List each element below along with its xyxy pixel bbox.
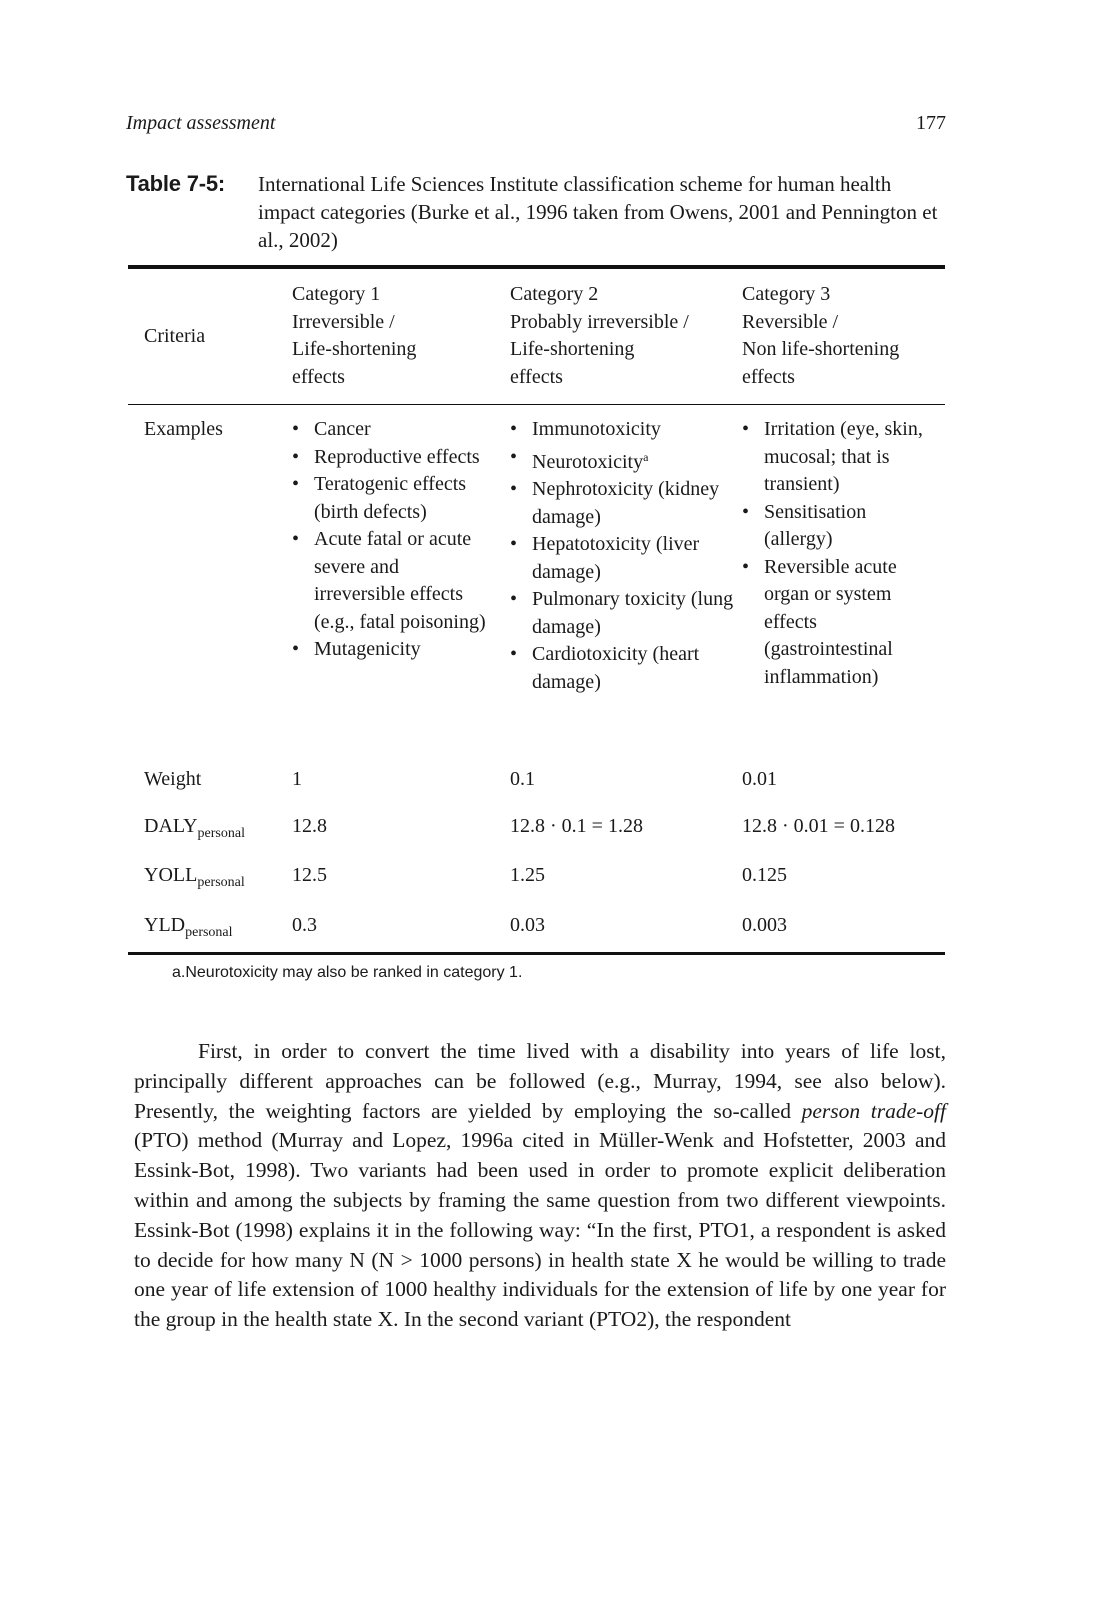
- header-line: effects: [292, 365, 345, 388]
- list-item: • Nephrotoxicity (kidney damage): [510, 476, 735, 531]
- examples-category-3: [742, 416, 927, 691]
- row-label-text: YLD: [144, 914, 186, 936]
- row-label-text: YOLL: [144, 864, 198, 886]
- row-label-text: Weight: [144, 768, 202, 790]
- header-line: Category 1: [292, 283, 381, 305]
- list-item: • Reversible acute organ or system effects (gastrointestinal inflammation): [742, 554, 927, 692]
- column-header-category-3: [742, 281, 962, 391]
- header-line: Category 3: [742, 283, 831, 305]
- header-line: Probably irreversible /: [510, 310, 689, 333]
- paragraph-text: (PTO) method (Murray and Lopez, 1996a cited in Müller-Wenk and Hofstetter, 2003 and Essink-Bot, 1998). Two variants had been used in order to promote explicit deliberation within and among the subjects by framing the same question from two different viewpoints. Essink-Bot (1998) explains it in the following way: “In the first, PTO1, a respondent is asked to decide for how many N (N > 1000 persons) in health state X he would be willing to trade one year of life extension of 1000 healthy individuals for the extension of life by one year for the group in the health state X. In the second variant (PTO2), the respondent: [134, 1128, 946, 1332]
- table-caption-text: International Life Sciences Institute classification scheme for human health impact categories (Burke et al., 1996 taken from Owens, 2001 and Pennington et al., 2002): [258, 172, 938, 252]
- examples-category-1: [292, 416, 492, 664]
- list-item-text: Neurotoxicity: [532, 450, 644, 473]
- table-cell: 12.8 · 0.1 = 1.28: [510, 815, 643, 837]
- table-header-rule: [128, 404, 945, 405]
- row-label-subscript: personal: [197, 826, 245, 841]
- row-label-subscript: personal: [197, 875, 245, 890]
- row-label-yld: [144, 912, 233, 947]
- table-cell: 0.003: [742, 914, 787, 936]
- list-item: • Mutagenicity: [292, 636, 492, 664]
- list-item: • Pulmonary toxicity (lung damage): [510, 586, 735, 641]
- table-cell: 12.8: [292, 815, 327, 837]
- table-cell: 0.01: [742, 768, 777, 790]
- list-item: • Acute fatal or acute severe and irreversible effects (e.g., fatal poisoning): [292, 526, 492, 636]
- body-paragraph: [134, 1037, 946, 1335]
- list-item: • Irritation (eye, skin, mucosal; that is transient): [742, 416, 927, 499]
- list-item: • Cardiotoxicity (heart damage): [510, 641, 735, 696]
- table-cell: 12.8 · 0.01 = 0.128: [742, 815, 895, 837]
- header-line: effects: [742, 365, 795, 388]
- header-line: effects: [510, 365, 563, 388]
- table-label: Table 7-5:: [126, 171, 226, 196]
- table-cell: 0.1: [510, 768, 535, 790]
- header-line: Irreversible /: [292, 310, 395, 333]
- row-label-weight: [144, 766, 201, 794]
- paragraph-text: First, in order to convert the time lived with a disability into years of life lost, principally different approaches can be followed (e.g., Murray, 1994, see also below). Presently, the weighting factors are yielded by employing the so-called: [134, 1039, 946, 1123]
- list-item: • Reproductive effects: [292, 444, 492, 472]
- table-cell: 1.25: [510, 864, 545, 886]
- table-cell: 0.125: [742, 864, 787, 886]
- column-header-category-2: [510, 281, 730, 391]
- examples-label: Examples: [144, 418, 223, 440]
- list-item: • Immunotoxicity: [510, 416, 735, 444]
- table-bottom-rule: [128, 952, 945, 955]
- header-line: Non life-shortening: [742, 338, 900, 360]
- header-line: Category 2: [510, 283, 599, 305]
- header-line: Life-shortening: [510, 338, 635, 360]
- row-label-subscript: personal: [185, 925, 233, 940]
- column-header-category-1: [292, 281, 512, 391]
- running-header: [126, 112, 946, 142]
- list-item: • Sensitisation (allergy): [742, 499, 927, 554]
- table-cell: 0.03: [510, 914, 545, 936]
- header-line: Life-shortening: [292, 338, 417, 360]
- table-footnote: a.Neurotoxicity may also be ranked in category 1.: [172, 964, 523, 981]
- row-label-text: DALY: [144, 815, 198, 837]
- row-label-daly: [144, 813, 245, 848]
- paragraph-emphasis: person trade-off: [801, 1098, 946, 1123]
- criteria-label: Criteria: [144, 325, 206, 347]
- list-item: • Hepatotoxicity (liver damage): [510, 531, 735, 586]
- running-title: Impact assessment: [126, 112, 276, 134]
- footnote-marker: a: [643, 449, 649, 464]
- table-top-rule: [128, 265, 945, 269]
- row-label-yoll: [144, 862, 245, 897]
- list-item: [510, 444, 735, 477]
- list-item: • Cancer: [292, 416, 492, 444]
- header-line: Reversible /: [742, 310, 839, 333]
- table-cell: 1: [292, 768, 302, 790]
- page-number: 177: [916, 112, 946, 134]
- table-cell: 12.5: [292, 864, 327, 886]
- list-item: • Teratogenic effects (birth defects): [292, 471, 492, 526]
- table-cell: 0.3: [292, 914, 317, 936]
- examples-category-2: [510, 416, 735, 696]
